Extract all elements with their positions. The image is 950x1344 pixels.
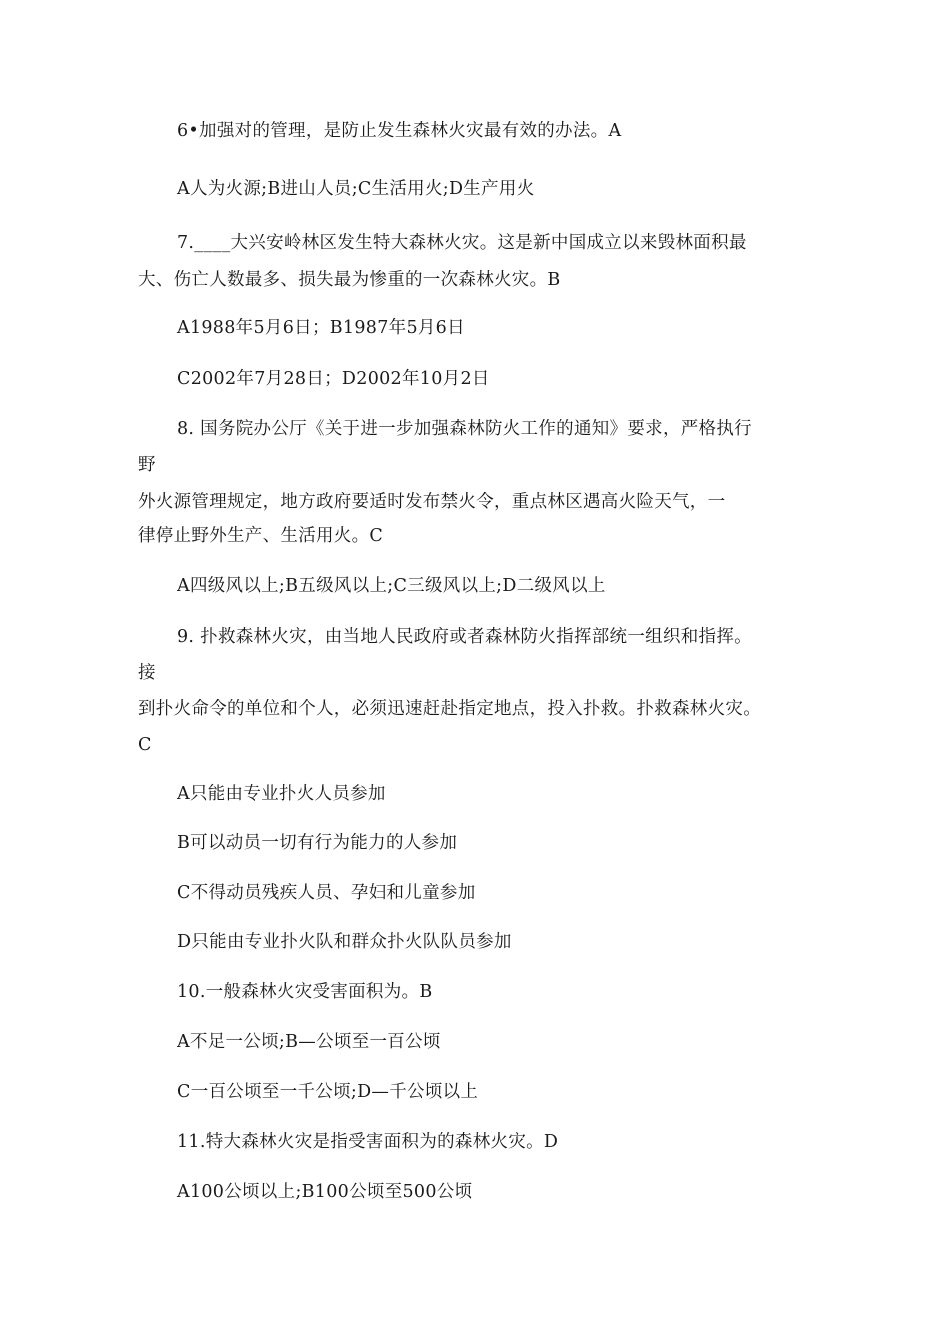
q7-stem-line1: 7.____大兴安岭林区发生特大森林火灾。这是新中国成立以来毁林面积最 <box>177 233 747 253</box>
q8-stem-line1: 8. 国务院办公厅《关于进一步加强森林防火工作的通知》要求，严格执行 <box>177 419 752 439</box>
q9-option-b: B可以动员一切有行为能力的人参加 <box>177 833 458 853</box>
q8-stem-line3: 外火源管理规定，地方政府要适时发布禁火令，重点林区遇高火险天气，一 <box>138 492 726 512</box>
q11-stem: 11.特大森林火灾是指受害面积为的森林火灾。D <box>177 1132 559 1152</box>
q10-options-ab: A不足一公顷;B—公顷至一百公顷 <box>177 1032 441 1052</box>
q10-stem: 10.一般森林火灾受害面积为。B <box>177 982 433 1002</box>
q9-option-a: A只能由专业扑火人员参加 <box>177 784 386 804</box>
q9-option-d: D只能由专业扑火队和群众扑火队队员参加 <box>177 932 512 952</box>
q8-stem-line4: 律停止野外生产、生活用火。C <box>138 526 384 546</box>
q9-stem-line2: 接 <box>138 663 156 683</box>
q7-options-ab: A1988年5月6日；B1987年5月6日 <box>177 318 465 338</box>
q9-stem-line1: 9. 扑救森林火灾，由当地人民政府或者森林防火指挥部统一组织和指挥。 <box>177 627 752 647</box>
q9-answer: C <box>138 735 152 755</box>
q6-options: A人为火源;B进山人员;C生活用火;D生产用火 <box>177 179 535 199</box>
q11-options-ab: A100公顷以上;B100公顷至500公顷 <box>177 1182 473 1202</box>
q10-options-cd: C一百公顷至一千公顷;D—千公顷以上 <box>177 1082 479 1102</box>
q8-options: A四级风以上;B五级风以上;C三级风以上;D二级风以上 <box>177 576 606 596</box>
q7-options-cd: C2002年7月28日；D2002年10月2日 <box>177 369 490 389</box>
q9-stem-line3: 到扑火命令的单位和个人，必须迅速赶赴指定地点，投入扑救。扑救森林火灾。 <box>138 699 761 719</box>
q7-stem-line2: 大、伤亡人数最多、损失最为惨重的一次森林火灾。B <box>138 270 561 290</box>
q9-option-c: C不得动员残疾人员、孕妇和儿童参加 <box>177 883 476 903</box>
q6-stem: 6•加强对的管理，是防止发生森林火灾最有效的办法。A <box>177 121 622 141</box>
q8-stem-line2: 野 <box>138 455 156 475</box>
